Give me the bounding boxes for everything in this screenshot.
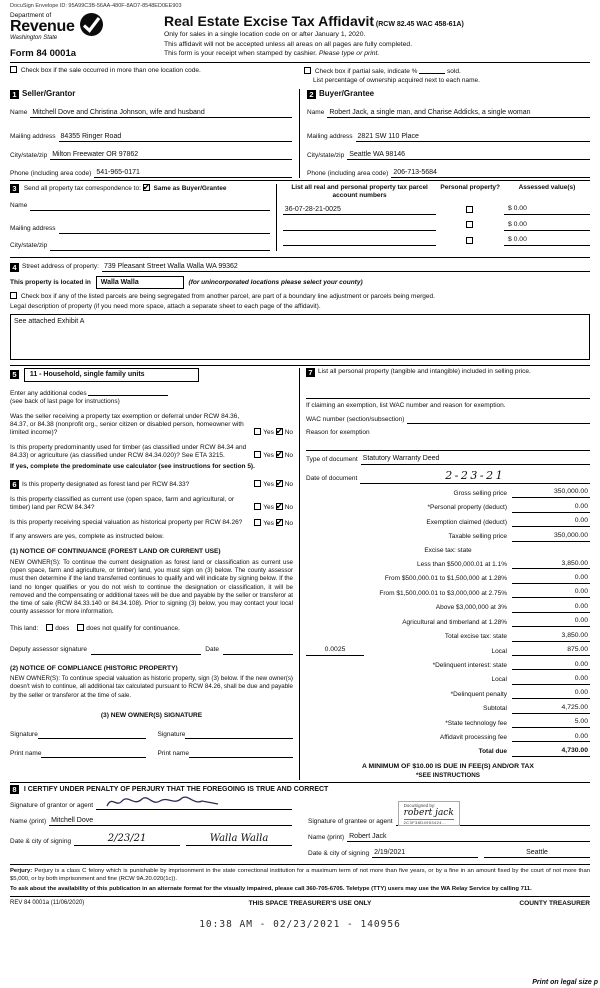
total-due-value[interactable]: 4,730.00 xyxy=(512,747,590,757)
predominate-use-note: If yes, complete the predominate use calculator (see instructions for section 5). xyxy=(10,462,255,470)
new-owner-print-2[interactable] xyxy=(189,749,293,758)
seller-phone-value[interactable]: 541-965-0171 xyxy=(94,168,292,178)
form-header xyxy=(10,12,590,60)
use-code-section xyxy=(10,368,300,780)
excise-tax-state-header: Excise tax: state xyxy=(424,546,472,554)
footer-divider-1 xyxy=(10,864,590,865)
additional-codes-label: Enter any additional codes xyxy=(10,389,87,397)
dept-of-label: Department of xyxy=(10,12,52,20)
timber-question: Is this property predominantly used for timber (as classified under RCW 84.34 and 84.33) or agriculture (as classified under RCW 84.34.020)? See ETA 3215. xyxy=(10,443,247,460)
land-qualify-row xyxy=(10,624,293,633)
notice-continuance-body: NEW OWNER(S): To continue the current designation as forest land or classification as current use (open space, farm and agriculture, or timber) land, you must sign on (3) below. The county assessor must then determine if the land transferred continues to qualify and will indicate by signing below. If the land no longer qualifies or you do not wish to continue the designation or classification, it will be removed and the compensating or additional taxes will be due and payable by the seller or transferor at the time of sale (RCW 84.33.140 or 84.34.108). Prior to signing (3) below, you may contact your local county assessor for more information. xyxy=(10,558,293,616)
located-in-value[interactable]: Walla Walla xyxy=(96,276,184,289)
notice-compliance-body: NEW OWNER(S): To continue special valuation as historic property, sign (3) below. If the new owner(s) doesn't wish to continue, all additional tax calculated pursuant to RCW 84.26, shall be due and payable by the seller or transferor at the time of sale. xyxy=(10,675,293,699)
exemption-divider xyxy=(306,398,590,399)
reason-exemption-label: Reason for exemption xyxy=(306,429,370,437)
corr-name-label: Name xyxy=(10,202,28,210)
delinquent-local-label: Local xyxy=(491,676,507,684)
does-not-checkbox[interactable] xyxy=(77,624,84,631)
exemption-question-row xyxy=(10,413,293,438)
segregated-parcel-label: Check box if any of the listed parcels are being segregated from another parcel, are part of a boundary line adjustment or parcels being merged. xyxy=(20,292,435,300)
section-3-badge: 3 xyxy=(10,184,19,193)
parcel-number-2[interactable] xyxy=(283,222,437,231)
tier1-label: Less than $500,000.01 at 1.1% xyxy=(417,560,507,568)
personal-deduct-value[interactable]: 0.00 xyxy=(512,503,590,513)
gross-price-row xyxy=(306,488,590,498)
type-of-document-label: Type of document xyxy=(306,456,358,464)
subtotal-row xyxy=(306,704,590,714)
accessibility-paragraph: To ask about the availability of this publication in an alternate format for the visually impaired, please call 360-705-6705. Teletype (TTY) users may use the WA Relay Service by calling 711. xyxy=(10,885,532,892)
buyer-phone-value[interactable]: 206-713-5684 xyxy=(391,168,590,178)
tier2-label: From $500,000.01 to $1,500,000 at 1.28% xyxy=(384,575,507,583)
seller-csz-value[interactable]: Milton Freewater OR 97862 xyxy=(50,150,292,160)
parcel-table-header xyxy=(283,184,590,200)
docusigned-by-label: DocuSigned by: xyxy=(403,803,436,809)
same-as-buyer-label: Same as Buyer/Grantee xyxy=(153,185,227,193)
assessed-value-3[interactable]: $ 0.00 xyxy=(504,236,590,246)
delinquent-local-row xyxy=(306,675,590,685)
timber-yes-checkbox[interactable] xyxy=(254,451,261,458)
tier1-row xyxy=(306,560,590,570)
buyer-csz-label: City/state/zip xyxy=(307,151,345,159)
print-name-label: Print name xyxy=(10,749,42,757)
page-title: Real Estate Excise Tax Affidavit xyxy=(164,13,375,30)
section-8-badge: 8 xyxy=(10,785,19,794)
forest-land-question-row xyxy=(10,480,293,489)
revenue-label: Revenue xyxy=(10,18,75,36)
seller-name-label: Name xyxy=(10,109,28,117)
tier2-row xyxy=(306,574,590,584)
timber-question-row xyxy=(10,444,293,461)
assessed-value-header: Assessed value(s) xyxy=(518,184,576,192)
grantee-city-value[interactable]: Seattle xyxy=(484,848,590,858)
parcel-numbers-header: List all real and personal property tax parcel account numbers xyxy=(291,184,428,199)
legal-description-value: See attached Exhibit A xyxy=(14,317,85,325)
title-block xyxy=(162,12,590,60)
yes-label: Yes xyxy=(263,519,274,527)
dor-logo-icon xyxy=(79,12,104,37)
deputy-date-label: Date xyxy=(205,646,219,654)
yes-label: Yes xyxy=(263,504,274,512)
tier3-row xyxy=(306,588,590,598)
personal-property-header: Personal property? xyxy=(440,184,500,192)
grantor-print-value[interactable]: Mitchell Dove xyxy=(49,816,292,826)
local-amount[interactable]: 875.00 xyxy=(512,646,590,656)
date-of-document-value[interactable]: 2-23-21 xyxy=(360,469,590,484)
partial-sale-label: Check box if partial sale, indicate % xyxy=(314,68,418,76)
historic-yes-checkbox[interactable] xyxy=(254,519,261,526)
signature-label: Signature xyxy=(157,730,186,738)
signature-label: Signature xyxy=(10,730,38,738)
section-4-divider xyxy=(10,365,590,366)
does-checkbox[interactable] xyxy=(46,624,53,631)
partial-sale-percent-input[interactable] xyxy=(419,66,445,74)
assessed-value-2[interactable]: $ 0.00 xyxy=(504,221,590,231)
ownership-percentage-note: List percentage of ownership acquired next to each name. xyxy=(313,76,480,84)
corr-name-input[interactable] xyxy=(30,202,269,211)
processing-fee-value[interactable]: 0.00 xyxy=(512,733,590,743)
notice-compliance-title: (2) NOTICE OF COMPLIANCE (HISTORIC PROPERTY) xyxy=(10,664,178,672)
county-treasurer-label: COUNTY TREASURER xyxy=(519,900,590,908)
certification-section xyxy=(10,785,590,859)
agricultural-label: Agricultural and timberland at 1.28% xyxy=(402,618,507,626)
print-legal-size-note: Print on legal size p xyxy=(532,978,598,986)
delinquent-local-value[interactable]: 0.00 xyxy=(512,675,590,685)
grantor-signature-label: Signature of grantor or agent xyxy=(10,801,94,809)
multiple-location-checkbox[interactable] xyxy=(10,66,17,73)
no-label: No xyxy=(284,519,293,527)
seller-name-value[interactable]: Mitchell Dove and Christina Johnson, wife and husband xyxy=(30,108,292,118)
multiple-location-label: Check box if the sale occurred in more than one location code. xyxy=(20,67,201,75)
new-owner-signature-title: (3) NEW OWNER(S) SIGNATURE xyxy=(100,711,203,719)
deputy-date-input[interactable] xyxy=(223,646,293,655)
no-label: No xyxy=(284,429,293,437)
personal-property-blank-area[interactable] xyxy=(306,377,590,395)
washington-state-label: Washington State xyxy=(10,35,58,42)
seller-heading: Seller/Grantor xyxy=(22,89,76,99)
buyer-heading: Buyer/Grantee xyxy=(319,89,375,99)
personal-deduct-label: *Personal property (deduct) xyxy=(427,504,507,512)
unincorporated-note: (for unincorporated locations please select your county) xyxy=(188,278,363,286)
tier4-row xyxy=(306,603,590,613)
deputy-signature-input[interactable] xyxy=(91,646,201,655)
no-label: No xyxy=(284,504,293,512)
new-owner-signature-1[interactable] xyxy=(38,730,146,739)
grantee-date-value[interactable]: 2/19/2021 xyxy=(372,848,478,858)
subtotal-value[interactable]: 4,725.00 xyxy=(512,704,590,714)
treasurer-timestamp-stamp: 10:38 AM - 02/23/2021 - 140956 xyxy=(199,919,401,931)
street-address-value[interactable]: 739 Pleasant Street Walla Walla WA 99362 xyxy=(102,262,590,272)
located-in-label: This property is located in xyxy=(10,278,91,286)
tax-column xyxy=(300,368,590,780)
docusign-signature-name: robert jack xyxy=(403,808,454,819)
grantee-print-value[interactable]: Robert Jack xyxy=(347,832,590,842)
delinquent-penalty-label: *Delinquent penalty xyxy=(450,690,507,698)
total-state-value[interactable]: 3,850.00 xyxy=(512,632,590,642)
corr-mail-input[interactable] xyxy=(59,225,270,234)
buyer-csz-value[interactable]: Seattle WA 98146 xyxy=(347,150,590,160)
current-use-yes-checkbox[interactable] xyxy=(254,503,261,510)
timber-no-checkbox[interactable] xyxy=(276,451,283,458)
treasurer-space-label: THIS SPACE TREASURER'S USE ONLY xyxy=(248,900,372,908)
gross-price-label: Gross selling price xyxy=(453,489,507,497)
print-name-label: Print name xyxy=(157,749,189,757)
personal-property-checkbox-2[interactable] xyxy=(466,221,473,228)
tier4-value[interactable]: 0.00 xyxy=(512,603,590,613)
grantor-city-value[interactable]: Walla Walla xyxy=(186,832,292,846)
grantor-signature-scrawl xyxy=(104,793,224,811)
wac-number-label: WAC number (section/subsection) xyxy=(306,415,405,423)
personal-property-list-label: List all personal property (tangible and intangible) included in selling price. xyxy=(318,367,531,375)
reason-blank-area[interactable] xyxy=(306,437,590,447)
delinquent-penalty-value[interactable]: 0.00 xyxy=(512,689,590,699)
current-use-no-checkbox[interactable] xyxy=(276,503,283,510)
header-note-2: This affidavit will not be accepted unless all areas on all pages are fully completed. xyxy=(164,40,413,48)
new-owner-signature-row xyxy=(10,730,293,739)
processing-fee-row xyxy=(306,733,590,743)
agricultural-value[interactable]: 0.00 xyxy=(512,617,590,627)
total-due-label: Total due xyxy=(478,748,507,756)
tier3-label: From $1,500,000.01 to $3,000,000 at 2.75% xyxy=(379,589,507,597)
docusign-signature-id: 2C3F38D4953424... xyxy=(404,819,454,825)
delinquent-penalty-row xyxy=(306,689,590,699)
buyer-phone-label: Phone (including area code) xyxy=(307,169,389,177)
exemption-yes-checkbox[interactable] xyxy=(254,428,261,435)
type-of-document-value[interactable]: Statutory Warranty Deed xyxy=(361,454,590,464)
parties-section xyxy=(10,89,590,178)
total-state-row xyxy=(306,632,590,642)
perjury-label: Perjury: xyxy=(10,868,33,875)
date-of-document-label: Date of document xyxy=(306,475,358,483)
gross-price-value[interactable]: 350,000.00 xyxy=(512,488,590,498)
historic-question-row xyxy=(10,519,293,528)
personal-property-checkbox-1[interactable] xyxy=(466,206,473,213)
local-rate-value[interactable]: 0.0025 xyxy=(306,646,364,656)
agricultural-row xyxy=(306,617,590,627)
taxable-price-label: Taxable selling price xyxy=(448,533,507,541)
no-label: No xyxy=(284,481,293,489)
no-label: No xyxy=(284,452,293,460)
footer-divider-2 xyxy=(10,896,590,897)
section-4-badge: 4 xyxy=(10,263,19,272)
grantor-print-label: Name (print) xyxy=(10,818,47,825)
street-address-label: Street address of property: xyxy=(22,263,99,271)
segregated-parcel-checkbox[interactable] xyxy=(10,292,17,299)
grantee-date-label: Date & city of signing xyxy=(308,850,370,858)
seller-csz-label: City/state/zip xyxy=(10,151,48,159)
certify-statement: I CERTIFY UNDER PENALTY OF PERJURY THAT THE FOREGOING IS TRUE AND CORRECT xyxy=(23,785,329,793)
dor-logo-block xyxy=(10,12,162,60)
does-label: does xyxy=(55,625,70,633)
section-5-badge: 5 xyxy=(10,370,19,379)
header-divider xyxy=(10,62,590,63)
grantee-signature-line[interactable] xyxy=(396,801,590,826)
section-1-badge: 1 xyxy=(10,90,19,99)
current-use-question-row xyxy=(10,496,293,513)
perjury-paragraph xyxy=(10,868,590,883)
buyer-name-value[interactable]: Robert Jack, a single man, and Charise Addicks, a single woman xyxy=(327,108,590,118)
tier1-value[interactable]: 3,850.00 xyxy=(512,560,590,570)
exemption-claim-label: If claiming an exemption, list WAC number and reason for exemption. xyxy=(306,401,506,409)
parcel-number-1[interactable]: 36-07-28-21-0025 xyxy=(283,205,437,215)
subtotal-label: Subtotal xyxy=(483,705,507,713)
technology-fee-value[interactable]: 5.00 xyxy=(512,718,590,728)
partial-sale-checkbox[interactable] xyxy=(304,67,311,74)
land-use-code-value[interactable]: 11 - Household, single family units xyxy=(24,368,199,382)
additional-codes-note: (see back of last page for instructions) xyxy=(10,398,120,406)
dor-wordmark xyxy=(10,12,75,43)
additional-codes-input[interactable] xyxy=(88,388,168,396)
tier3-value[interactable]: 0.00 xyxy=(512,588,590,598)
seller-section xyxy=(10,89,300,178)
buyer-mail-label: Mailing address xyxy=(307,133,353,141)
delinquent-interest-label: *Delinquent interest: state xyxy=(432,661,507,669)
yes-label: Yes xyxy=(263,429,274,437)
send-correspondence-label: Send all property tax correspondence to: xyxy=(23,185,141,193)
corr-csz-label: City/state/zip xyxy=(10,242,48,250)
yes-label: Yes xyxy=(263,481,274,489)
docusign-stamp xyxy=(398,801,460,826)
forest-land-question: Is this property designated as forest land per RCW 84.33? xyxy=(22,481,190,489)
taxable-price-row xyxy=(306,532,590,542)
delinquent-interest-row xyxy=(306,661,590,671)
total-state-label: Total excise tax: state xyxy=(444,633,507,641)
grantor-date-label: Date & city of signing xyxy=(10,838,72,845)
see-instructions-note: *SEE INSTRUCTIONS xyxy=(415,771,481,779)
seller-mail-value[interactable]: 84355 Ringer Road xyxy=(59,132,292,142)
parcel-row xyxy=(283,205,590,215)
forest-no-checkbox[interactable] xyxy=(276,480,283,487)
wac-number-input[interactable] xyxy=(407,415,590,424)
section-3-divider xyxy=(10,257,590,258)
exemption-deduct-label: Exemption claimed (deduct) xyxy=(426,518,507,526)
middle-block xyxy=(10,368,590,780)
historic-no-checkbox[interactable] xyxy=(276,519,283,526)
buyer-mail-value[interactable]: 2821 SW 110 Place xyxy=(356,132,590,142)
current-use-question: Is this property classified as current use (open space, farm and agricultural, or timber) land per RCW 84.34? xyxy=(10,495,234,512)
exemption-deduct-row xyxy=(306,517,590,527)
forest-yes-checkbox[interactable] xyxy=(254,480,261,487)
parcel-row xyxy=(283,221,590,231)
legal-description-box[interactable] xyxy=(10,314,590,360)
yes-label: Yes xyxy=(263,452,274,460)
same-as-buyer-checkbox[interactable] xyxy=(143,184,150,191)
seller-phone-label: Phone (including area code) xyxy=(10,169,92,177)
buyer-section xyxy=(300,89,590,178)
section-6-badge: 6 xyxy=(10,480,19,489)
new-owner-print-1[interactable] xyxy=(41,749,145,758)
rcw-reference: (RCW 82.45 WAC 458-61A) xyxy=(375,21,464,29)
deputy-assessor-row xyxy=(10,646,293,655)
top-checkbox-row xyxy=(10,65,590,87)
buyer-name-label: Name xyxy=(307,109,325,117)
grantee-print-label: Name (print) xyxy=(308,833,345,841)
personal-property-checkbox-3[interactable] xyxy=(466,237,473,244)
type-or-print-note: Please type or print. xyxy=(318,49,380,57)
seller-mail-label: Mailing address xyxy=(10,133,56,141)
treasurer-row xyxy=(10,900,590,909)
header-note-1: Only for sales in a single location code on or after January 1, 2020. xyxy=(164,31,366,39)
section-7-divider xyxy=(10,782,590,783)
receipt-note: This form is your receipt when stamped by cashier. xyxy=(164,49,319,57)
document-divider xyxy=(306,450,590,451)
correspondence-section xyxy=(10,184,590,254)
tier4-label: Above $3,000,000 at 3% xyxy=(435,604,507,612)
this-land-label: This land: xyxy=(10,625,39,633)
grantor-signature-line[interactable] xyxy=(96,801,292,810)
rev-form-number: REV 84 0001a (11/06/2020) xyxy=(10,900,85,907)
docusign-envelope-id: DocuSign Envelope ID: 95A99C3B-56AA-480F-8AD7-8548ED0EE903 xyxy=(10,3,182,9)
new-owner-signature-2[interactable] xyxy=(185,730,293,739)
historic-question: Is this property receiving special valuation as historical property per RCW 84.26? xyxy=(10,518,243,526)
parcel-row xyxy=(283,236,590,246)
exemption-deduct-value[interactable]: 0.00 xyxy=(512,517,590,527)
section-2-divider xyxy=(10,180,590,181)
tier2-value[interactable]: 0.00 xyxy=(512,574,590,584)
processing-fee-label: Affidavit processing fee xyxy=(439,734,507,742)
taxable-price-value[interactable]: 350,000.00 xyxy=(512,532,590,542)
header-note-3 xyxy=(164,49,590,58)
minimum-due-note: A MINIMUM OF $10.00 IS DUE IN FEE(S) AND/OR TAX xyxy=(362,762,534,770)
delinquent-interest-value[interactable]: 0.00 xyxy=(512,661,590,671)
legal-description-label: Legal description of property (if you need more space, attach a separate sheet to each page of the affidavit). xyxy=(10,303,321,311)
new-owner-print-row xyxy=(10,749,293,758)
assessed-value-1[interactable]: $ 0.00 xyxy=(504,205,590,215)
grantor-date-value[interactable]: 2/23/21 xyxy=(74,832,180,846)
property-section xyxy=(10,260,590,363)
local-label: Local xyxy=(491,647,507,655)
personal-deduct-row xyxy=(306,503,590,513)
does-not-label: does not qualify for continuance. xyxy=(86,625,180,633)
technology-fee-label: *State technology fee xyxy=(445,719,507,727)
corr-mail-label: Mailing address xyxy=(10,225,56,233)
form-number: Form 84 0001a xyxy=(10,48,77,60)
if-yes-note: If any answers are yes, complete as instructed below. xyxy=(10,532,164,540)
grantee-signature-label: Signature of grantee or agent xyxy=(308,817,393,825)
corr-csz-input[interactable] xyxy=(50,242,270,251)
exemption-question: Was the seller receiving a property tax exemption or deferral under RCW 84.36, 84.37, or 84.38 (nonprofit org., senior citizen or disabled person, homeowner with limited income)? xyxy=(10,412,244,437)
exemption-no-checkbox[interactable] xyxy=(276,428,283,435)
perjury-text: Perjury is a class C felony which is punishable by imprisonment in the state correctional institution for a maximum term of not more than five years, or by a fine in an amount fixed by the court of not more than $5,000, or by both imprisonment and fine (RCW 9A.20.020(1c)). xyxy=(10,868,590,883)
section-7-badge: 7 xyxy=(306,368,315,377)
notice-continuance-title: (1) NOTICE OF CONTINUANCE (FOREST LAND OR CURRENT USE) xyxy=(10,548,221,556)
parcel-number-3[interactable] xyxy=(283,237,437,246)
technology-fee-row xyxy=(306,718,590,728)
total-due-row xyxy=(306,747,590,757)
deputy-signature-label: Deputy assessor signature xyxy=(10,646,87,654)
partial-sale-sold-label: sold. xyxy=(447,68,461,76)
local-tax-row xyxy=(306,646,590,656)
section-2-badge: 2 xyxy=(307,90,316,99)
